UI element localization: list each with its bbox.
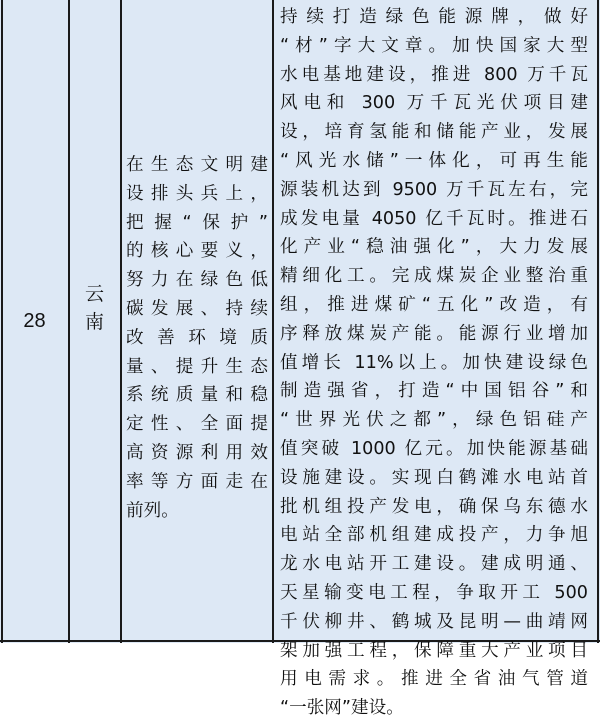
measure-line: 化产业“稳油强化”，大力发展 (280, 237, 588, 258)
measure-line: 龙水电站开工建设。建成明通、 (280, 554, 588, 575)
goal-line: 量、提升生态 (126, 356, 268, 377)
measure-line: 设施建设。实现白鹤滩水电站首 (280, 467, 588, 488)
measure-line: 精细化工。完成煤炭企业整治重 (280, 266, 588, 287)
measure-line: “世界光伏之都”，绿色铝硅产 (280, 410, 588, 431)
measure-line: 电站全部机组建成投产，力争旭 (280, 525, 588, 546)
measure-line: 天星输变电工程，争取开工 500 (280, 582, 588, 603)
measure-line: 组，推进煤矿“五化”改造，有 (280, 294, 588, 315)
measure-line: 值增长 11%以上。加快建设绿色 (280, 352, 588, 373)
measure-line: “材”字大文章。加快国家大型 (280, 35, 588, 56)
measure-line: 源装机达到 9500 万千瓦左右，完 (280, 179, 588, 200)
column-divider (272, 0, 274, 643)
goal-line: 定性、全面提 (126, 414, 268, 435)
measure-line: 值突破 1000 亿元。加快能源基础 (280, 438, 588, 459)
measure-line: 千伏柳井、鹤城及昆明—曲靖网 (280, 611, 588, 632)
goal-line: 前列。 (126, 500, 179, 521)
measure-line: 架加强工程，保障重大产业项目 (280, 640, 588, 661)
goal-line: 努力在绿色低 (126, 270, 268, 291)
goal-line: 高资源利用效 (126, 442, 268, 463)
goal-line: 把握“保护” (126, 212, 268, 233)
measure-line: 序释放煤炭产能。能源行业增加 (280, 323, 588, 344)
province-char: 南 (84, 311, 104, 333)
column-divider (120, 0, 122, 643)
measure-line: 批机组投产发电，确保乌东德水 (280, 496, 588, 517)
measure-line: 风电和 300 万千瓦光伏项目建 (280, 93, 588, 114)
table-border-right (597, 0, 599, 643)
measure-line: “风光水储”一体化，可再生能 (280, 150, 588, 171)
goal-line: 在生态文明建 (126, 155, 268, 175)
goal-line: 系统质量和稳 (126, 385, 268, 406)
measure-line: 成发电量 4050 亿千瓦时。推进石 (280, 208, 588, 229)
province-char: 云 (84, 283, 104, 305)
goal-line: 设排头兵上， (126, 183, 268, 204)
goal-text (126, 151, 268, 525)
measure-line: 设，培育氢能和储能产业，发展 (280, 122, 588, 143)
measure-line: 持续打造绿色能源牌，做好 (280, 7, 588, 27)
goal-line: 的核心要义， (126, 241, 268, 262)
measure-line: 水电基地建设，推进 800 万千瓦 (280, 64, 588, 85)
goal-line: 碳发展、持续 (126, 298, 268, 319)
province-name (69, 280, 120, 336)
measures-text (280, 3, 588, 723)
measure-line: “一张网”建设。 (280, 698, 404, 719)
goal-line: 率等方面走在 (126, 471, 268, 492)
measure-line: 用电需求。推进全省油气管道 (280, 669, 588, 690)
goal-line: 改善环境质 (126, 327, 268, 348)
row-number: 28 (23, 310, 46, 332)
measure-line: 制造强省，打造“中国铝谷”和 (280, 381, 588, 402)
